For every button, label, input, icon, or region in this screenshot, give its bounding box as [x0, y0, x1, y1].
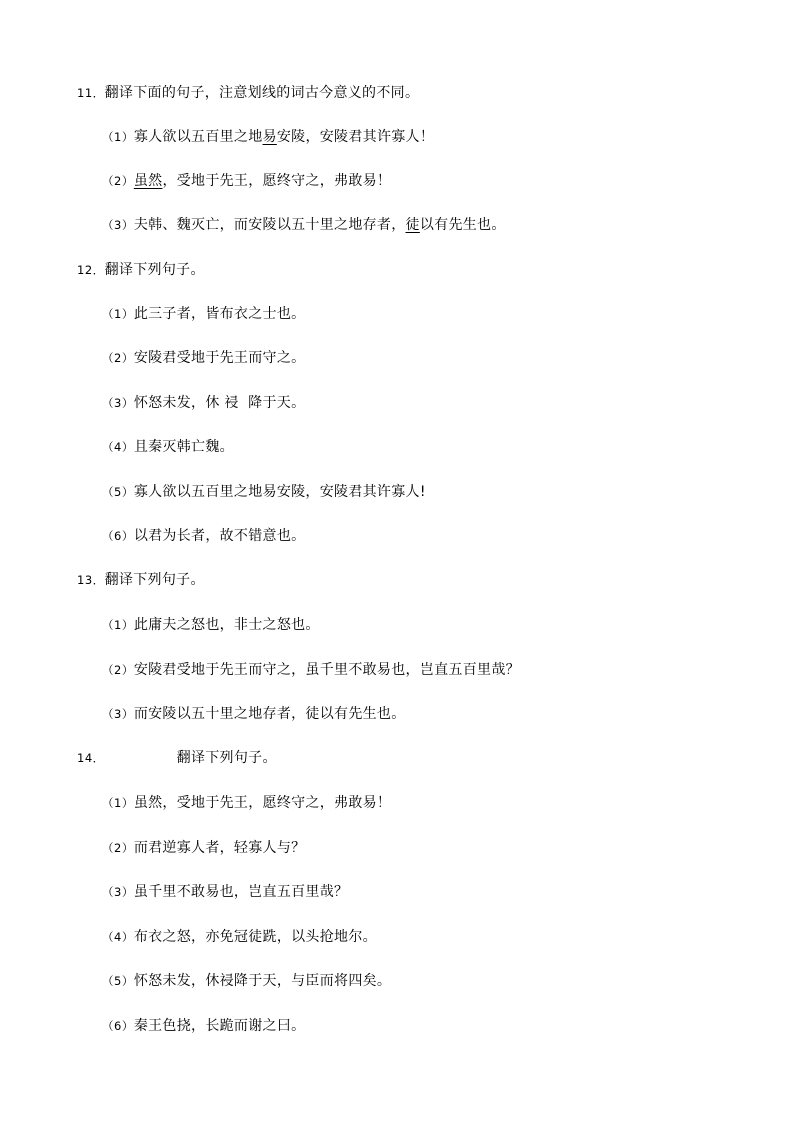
item-label: （3）	[102, 396, 134, 410]
question-number: 13．	[77, 573, 105, 587]
item-label: （2）	[102, 663, 134, 677]
question-prompt: 翻译下列句子。	[104, 262, 205, 278]
question-11-item-2	[102, 170, 391, 192]
item-label: （5）	[102, 485, 134, 499]
question-14-item-5	[102, 970, 391, 992]
item-label: （2）	[102, 351, 134, 365]
question-13-heading	[77, 569, 205, 591]
item-text: 秦王色挠，长跪而谢之曰。	[133, 1018, 306, 1034]
item-text: 虽千里不敢易也，岂直五百里哉？	[133, 884, 349, 900]
question-14-item-1	[102, 792, 391, 814]
item-text: 怀怒未发，休祲降于天，与臣而将四矣。	[133, 973, 392, 989]
item-text: 寡人欲以五百里之地易安陵，安陵君其许寡人!	[133, 484, 426, 500]
item-label: （2）	[102, 174, 134, 188]
question-12-item-4	[102, 436, 234, 458]
question-prompt: 翻译下列句子。	[176, 750, 277, 766]
item-text: 安陵君受地于先王而守之。	[133, 350, 306, 366]
question-prompt: 翻译下列句子。	[104, 572, 205, 588]
question-14-item-4	[102, 926, 377, 948]
question-prompt: 翻译下面的句子，注意划线的词古今意义的不同。	[104, 85, 420, 101]
question-12-item-1	[102, 303, 305, 325]
question-14-heading	[77, 747, 277, 769]
question-12-heading	[77, 259, 205, 281]
item-text: 且秦灭韩亡魏。	[133, 439, 234, 455]
item-label: （3）	[102, 885, 134, 899]
question-14-item-3	[102, 881, 348, 903]
underlined-word: 徒	[405, 217, 420, 233]
item-text-after: 以有先生也。	[419, 217, 506, 233]
item-label: （1）	[102, 130, 134, 144]
item-label: （3）	[102, 707, 134, 721]
question-11-item-1	[102, 126, 434, 148]
question-14-item-2	[102, 837, 305, 859]
item-text: 虽然，受地于先王，愿终守之，弗敢易！	[133, 795, 392, 811]
item-text: 而君逆寡人者，轻寡人与？	[133, 840, 306, 856]
item-text: 怀怒未发，休 祲 降于天。	[133, 395, 306, 411]
item-label: （3）	[102, 218, 134, 232]
item-text: 此庸夫之怒也，非士之怒也。	[133, 617, 320, 633]
item-label: （1）	[102, 307, 134, 321]
item-text-after: ，受地于先王，愿终守之，弗敢易！	[162, 173, 392, 189]
question-number: 11．	[77, 86, 105, 100]
item-text-before: 寡人欲以五百里之地	[133, 129, 263, 145]
item-text: 而安陵以五十里之地存者，徒以有先生也。	[133, 706, 406, 722]
item-text: 布衣之怒，亦免冠徒跣，以头抢地尔。	[133, 929, 377, 945]
question-11-heading	[77, 82, 419, 104]
item-label: （1）	[102, 796, 134, 810]
item-label: （2）	[102, 841, 134, 855]
item-label: （4）	[102, 440, 134, 454]
question-13-item-3	[102, 703, 406, 725]
item-text-before: 夫韩、魏灭亡，而安陵以五十里之地存者，	[133, 217, 406, 233]
question-13-item-2	[102, 659, 520, 681]
item-text: 安陵君受地于先王而守之，虽千里不敢易也，岂直五百里哉？	[133, 662, 520, 678]
question-12-item-5	[102, 481, 426, 503]
item-text: 以君为长者，故不错意也。	[133, 528, 306, 544]
question-number: 14．	[77, 751, 105, 765]
question-13-item-1	[102, 614, 320, 636]
question-11-item-3	[102, 214, 506, 236]
underlined-word: 易	[262, 129, 277, 145]
item-label: （6）	[102, 529, 134, 543]
item-label: （5）	[102, 974, 134, 988]
question-12-item-2	[102, 347, 305, 369]
item-label: （1）	[102, 618, 134, 632]
item-text: 此三子者，皆布衣之士也。	[133, 306, 306, 322]
underlined-word: 虽然	[133, 173, 163, 189]
item-label: （4）	[102, 930, 134, 944]
question-12-item-6	[102, 525, 305, 547]
item-label: （6）	[102, 1019, 134, 1033]
question-number: 12．	[77, 263, 105, 277]
question-14-item-6	[102, 1015, 305, 1037]
question-12-item-3	[102, 392, 305, 414]
item-text-after: 安陵，安陵君其许寡人！	[276, 129, 435, 145]
